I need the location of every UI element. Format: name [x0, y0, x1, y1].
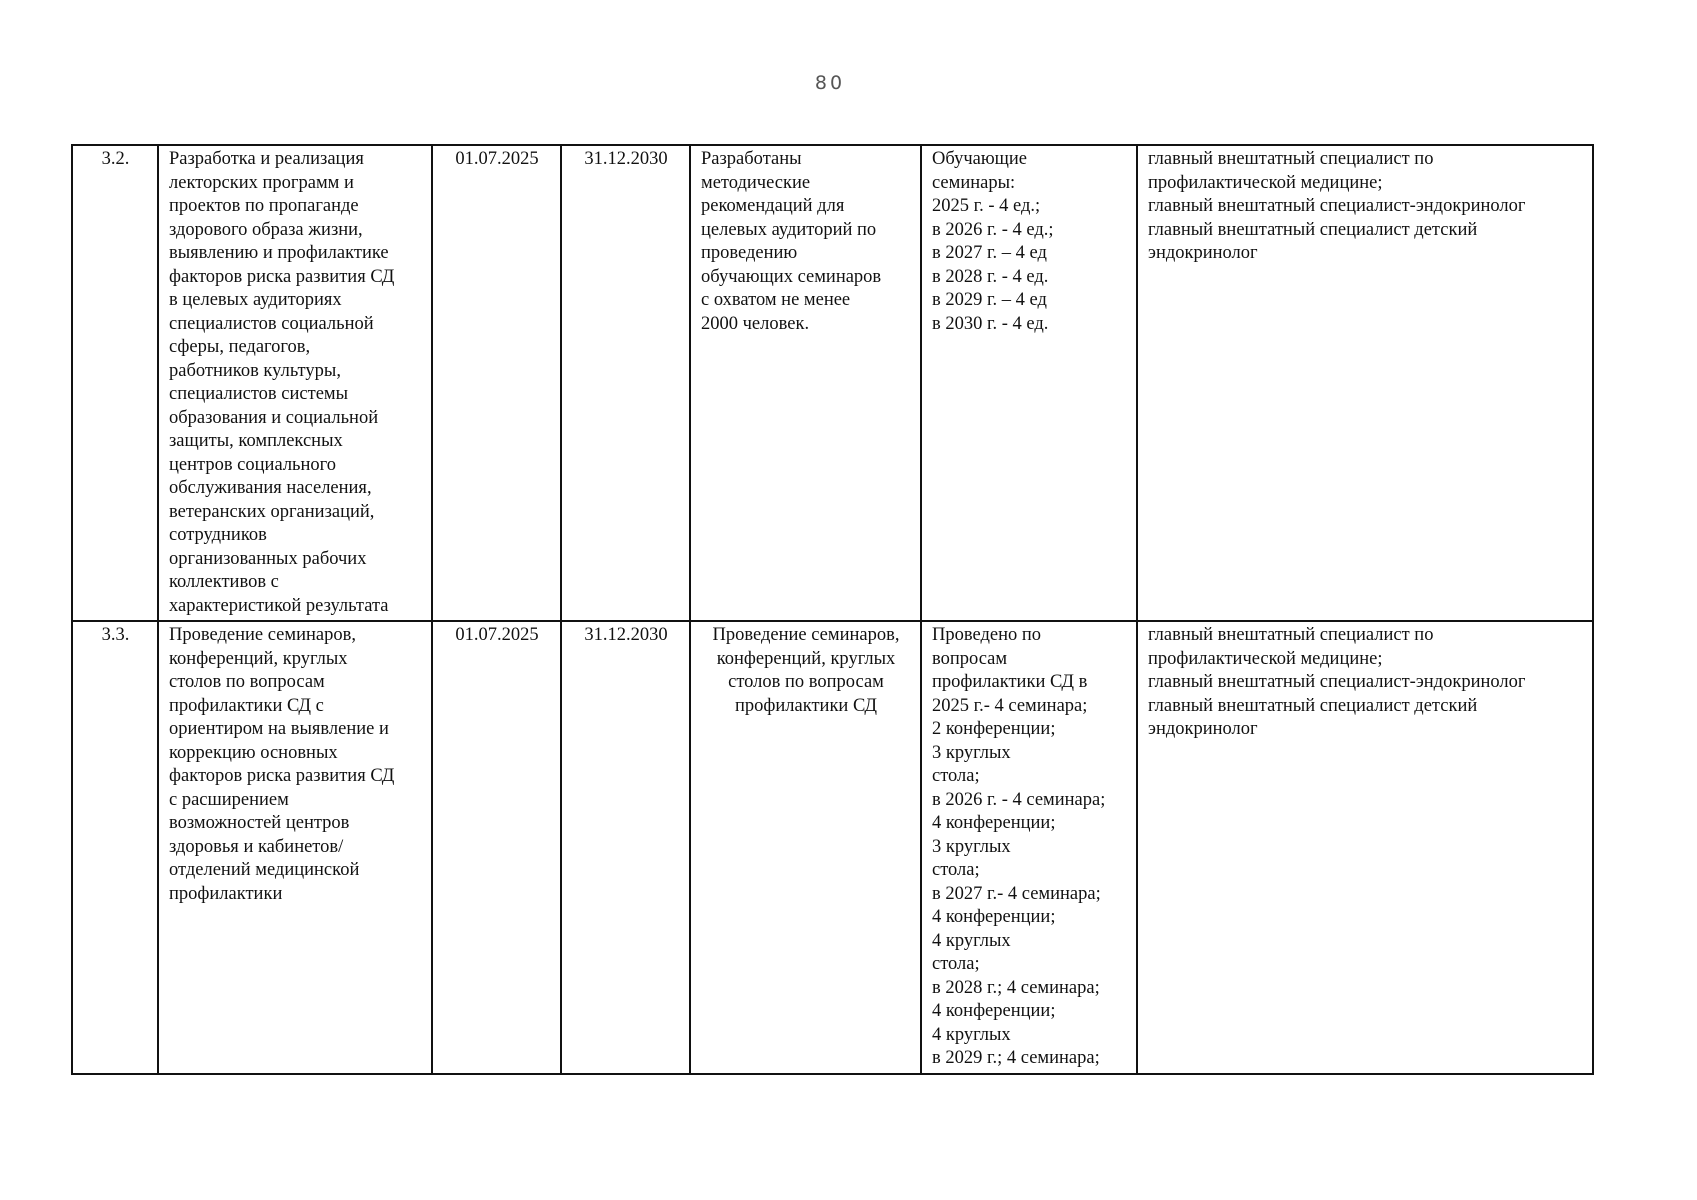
- result-cell: Разработаны методические рекомендаций для целевых аудиторий по проведению обучающих семинаров с охватом не менее 2000 человек.: [690, 145, 921, 621]
- result-cell: Проведение семинаров, конференций, круглых столов по вопросам профилактики СД: [690, 621, 921, 1074]
- activity-cell: Разработка и реализация лекторских программ и проектов по пропаганде здорового образа жизни, выявлению и профилактике факторов риска развития СД в целевых аудиториях специалистов социальной сферы, педагогов, работников культуры, специалистов системы образования и социальной защиты, комплексных центров социального обслуживания населения, ветеранских организаций, сотрудников организованных рабочих коллективов с характеристикой результата: [158, 145, 432, 621]
- start-date-cell: 01.07.2025: [432, 145, 561, 621]
- indicators-cell: Обучающие семинары: 2025 г. - 4 ед.; в 2026 г. - 4 ед.; в 2027 г. – 4 ед в 2028 г. - 4 ед. в 2029 г. – 4 ед в 2030 г. - 4 ед.: [921, 145, 1137, 621]
- item-number-cell: 3.3.: [72, 621, 158, 1074]
- responsible-cell: главный внештатный специалист по профилактической медицине; главный внештатный специалист-эндокринолог главный внештатный специалист детский эндокринолог: [1137, 621, 1593, 1074]
- end-date-cell: 31.12.2030: [561, 145, 690, 621]
- responsible-cell: главный внештатный специалист по профилактической медицине; главный внештатный специалист-эндокринолог главный внештатный специалист детский эндокринолог: [1137, 145, 1593, 621]
- table-row: [72, 621, 1593, 1074]
- end-date-cell: 31.12.2030: [561, 621, 690, 1074]
- table-row: [72, 145, 1593, 621]
- item-number-cell: 3.2.: [72, 145, 158, 621]
- activity-cell: Проведение семинаров, конференций, круглых столов по вопросам профилактики СД с ориентиром на выявление и коррекцию основных факторов риска развития СД с расширением возможностей центров здоровья и кабинетов/ отделений медицинской профилактики: [158, 621, 432, 1074]
- indicators-cell: Проведено по вопросам профилактики СД в 2025 г.- 4 семинара; 2 конференции; 3 круглых стола; в 2026 г. - 4 семинара; 4 конференции; 3 круглых стола; в 2027 г.- 4 семинара; 4 конференции; 4 круглых стола; в 2028 г.; 4 семинара; 4 конференции; 4 круглых в 2029 г.; 4 семинара;: [921, 621, 1137, 1074]
- activity-plan-table: [71, 144, 1594, 1075]
- start-date-cell: 01.07.2025: [432, 621, 561, 1074]
- page-number: 80: [814, 72, 846, 94]
